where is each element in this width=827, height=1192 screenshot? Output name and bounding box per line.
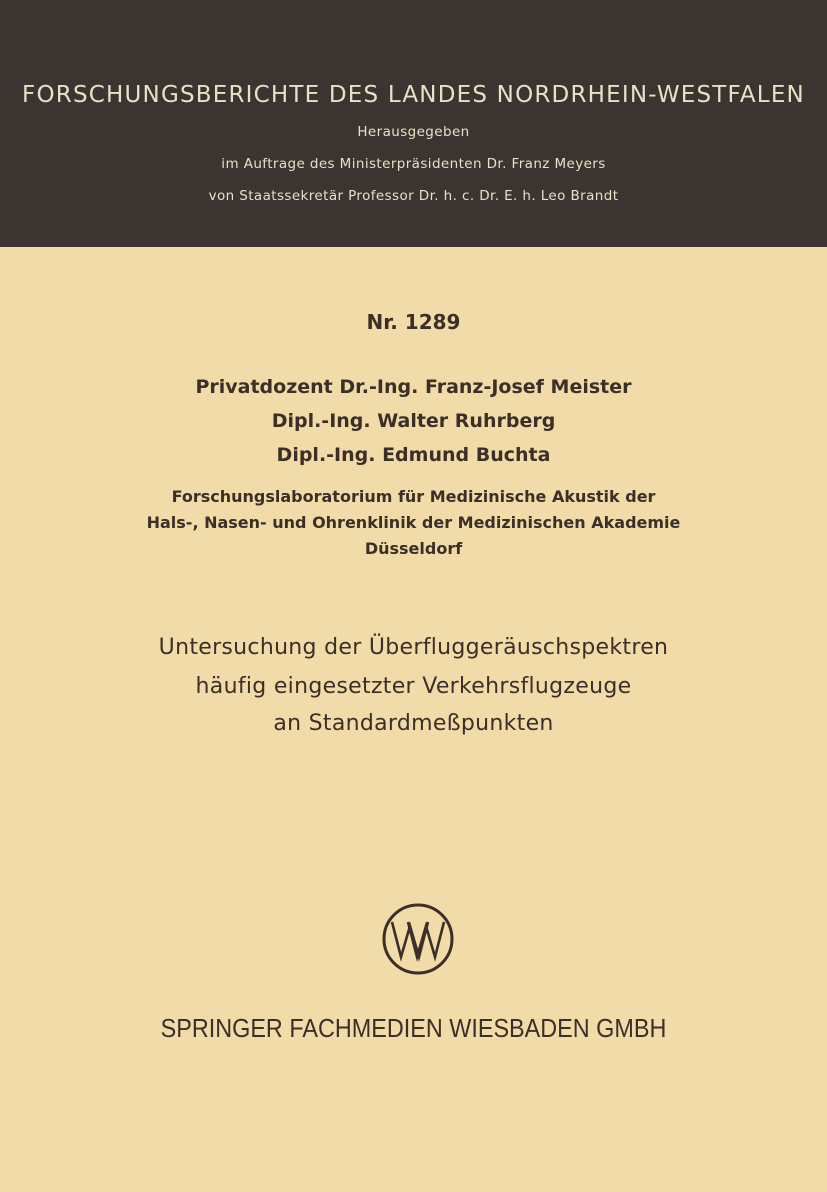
author-3: Dipl.-Ing. Edmund Buchta [276,444,551,466]
title-line-1: Untersuchung der Überfluggeräuschspektren [158,635,669,660]
westdeutscher-verlag-ww-logo-icon [381,902,455,976]
affiliation-line-2: Hals-, Nasen- und Ohrenklinik der Medizinischen Akademie [146,513,681,532]
author-1: Privatdozent Dr.-Ing. Franz-Josef Meister [195,376,632,398]
author-2: Dipl.-Ing. Walter Ruhrberg [271,410,556,432]
title-line-2: häufig eingesetzter Verkehrsflugzeuge [195,674,632,699]
editor-line-1: Herausgegeben [357,124,470,140]
editor-line-2: im Auftrage des Ministerpräsidenten Dr. Franz Meyers [221,156,606,172]
title-line-3: an Standardmeßpunkten [273,711,554,736]
editor-line-3: von Staatssekretär Professor Dr. h. c. Dr. E. h. Leo Brandt [208,188,619,204]
affiliation-line-3: Düsseldorf [364,539,463,558]
series-header-band [0,0,827,247]
series-title: FORSCHUNGSBERICHTE DES LANDES NORDRHEIN-WESTFALEN [22,82,805,108]
publisher-name: SPRINGER FACHMEDIEN WIESBADEN GMBH [160,1013,667,1043]
affiliation-line-1: Forschungslaboratorium für Medizinische Akustik der [171,487,656,506]
report-number: Nr. 1289 [366,310,461,334]
